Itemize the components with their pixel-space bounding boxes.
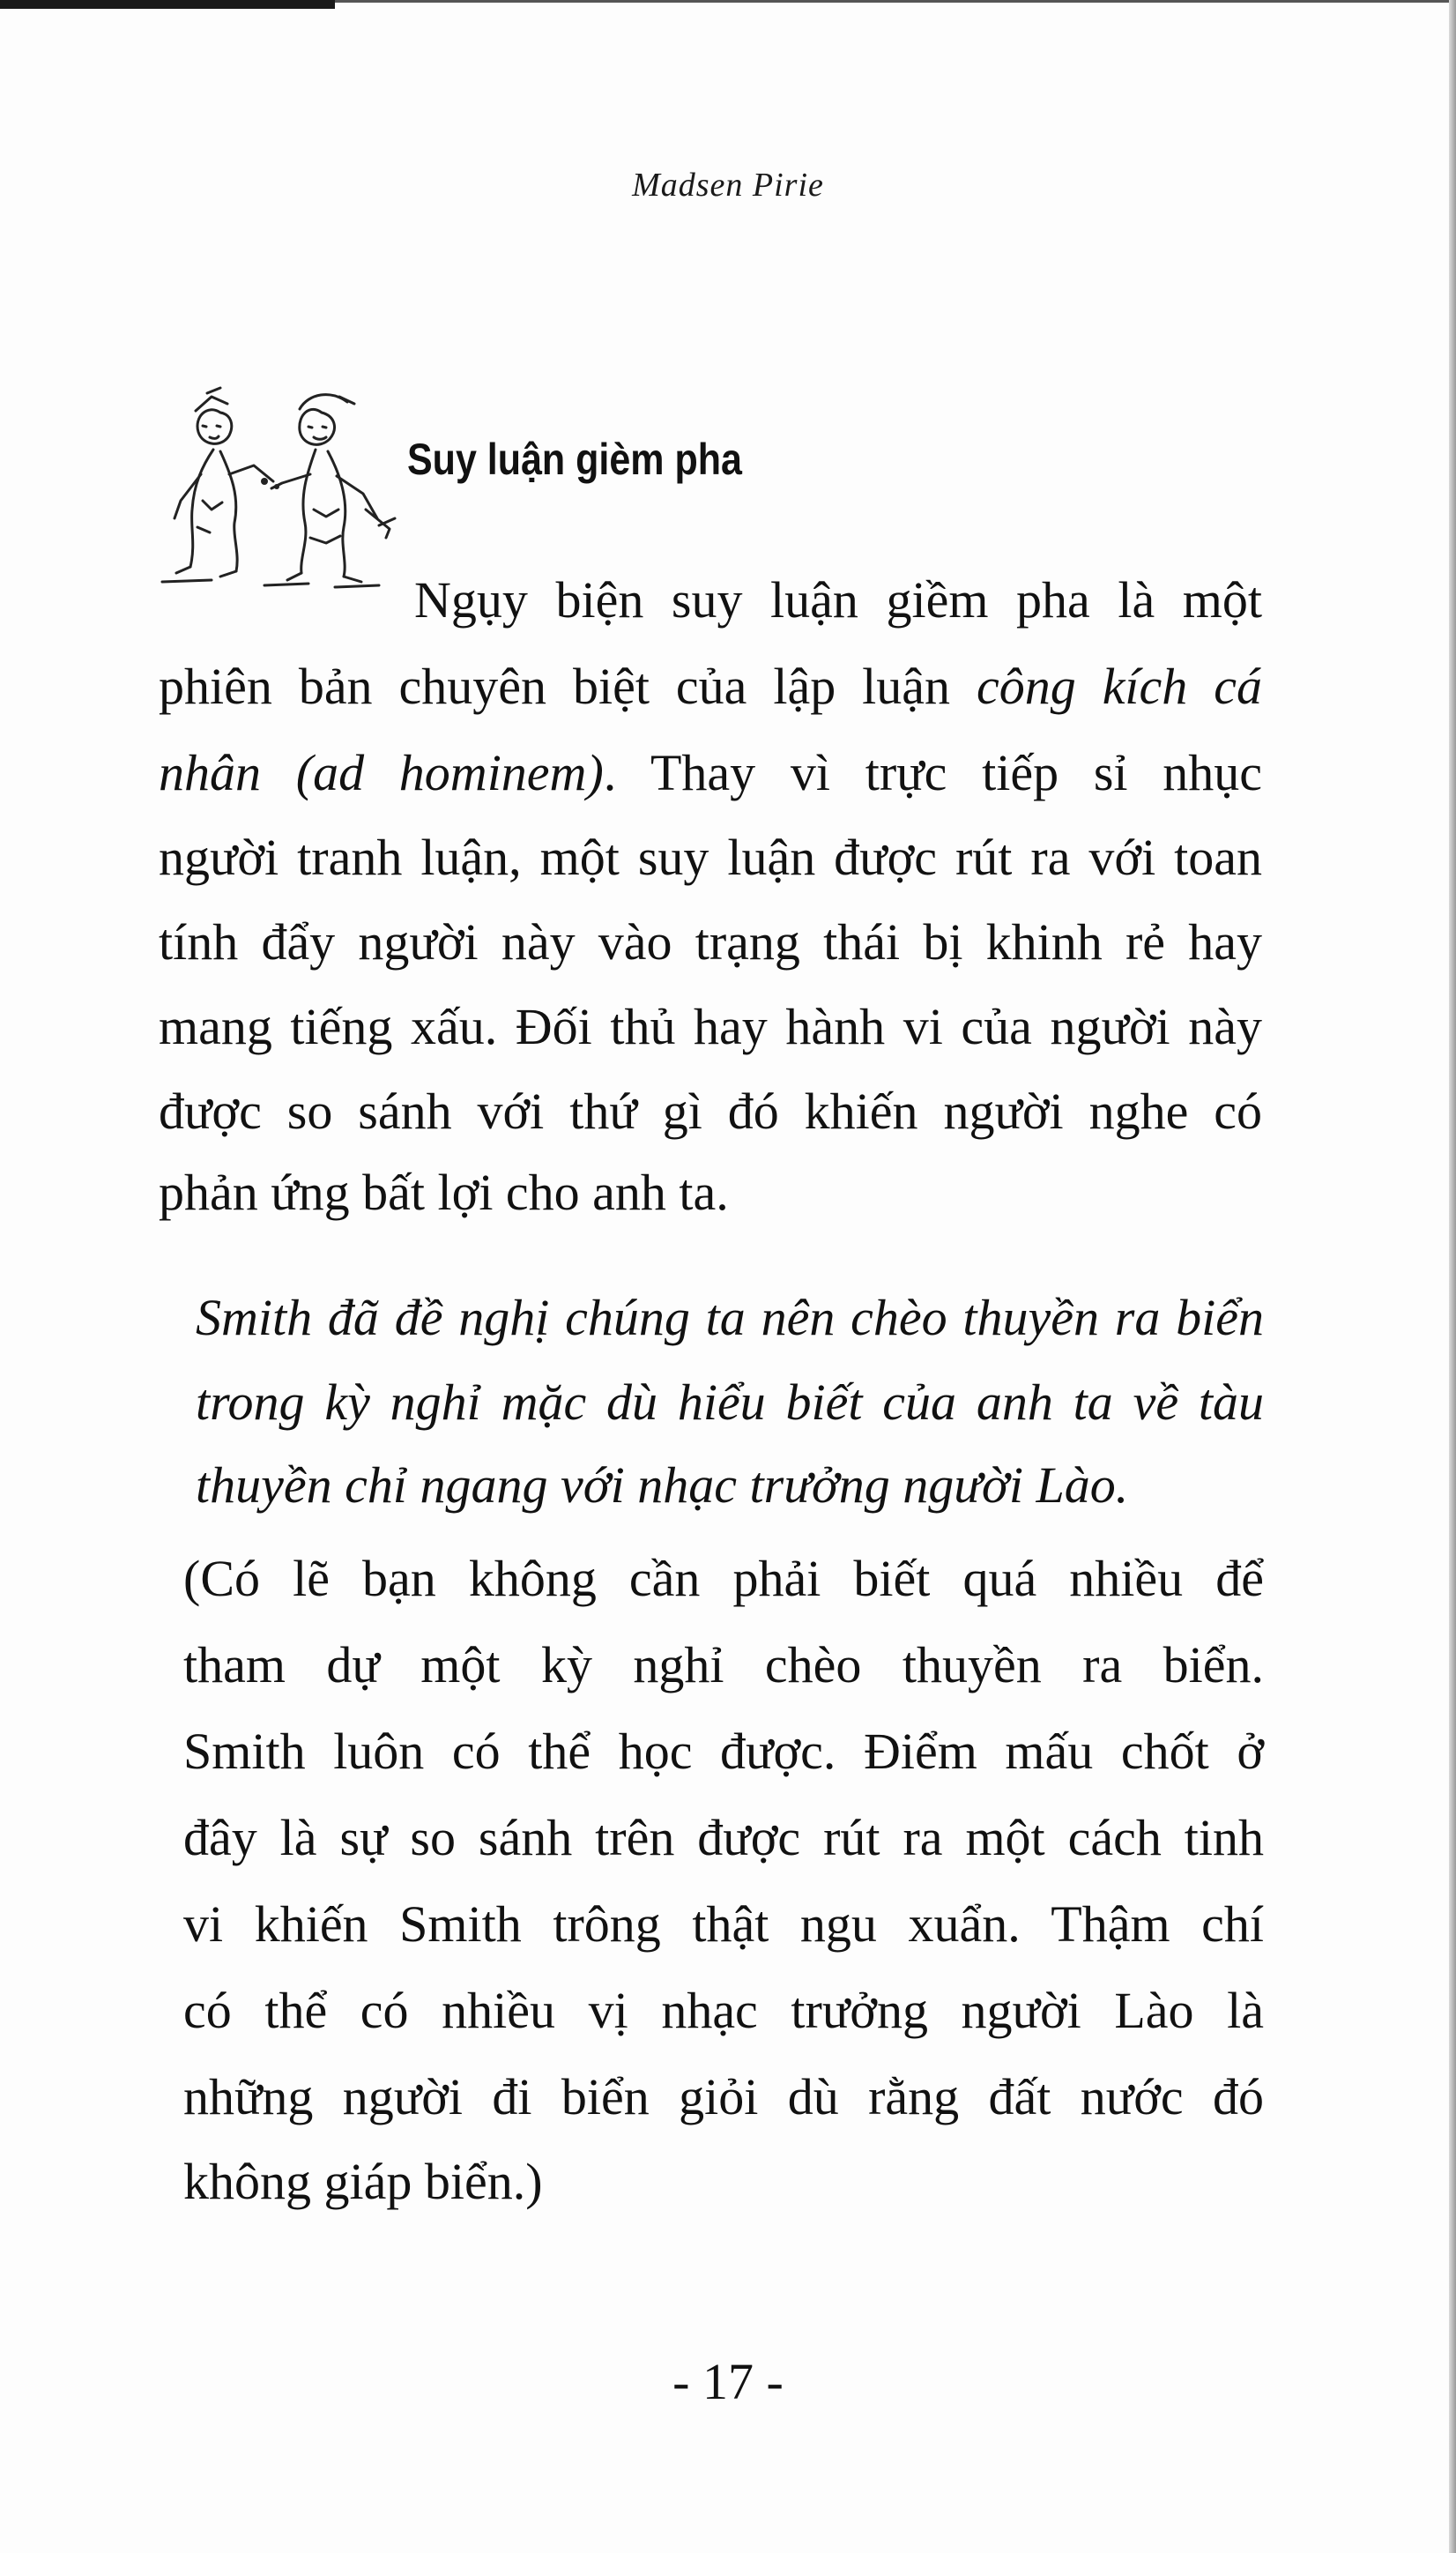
sketch-figures-illustration [159,377,405,598]
section-title: Suy luận gièm pha [407,435,742,484]
paragraph-2-line: (Có lẽ bạn không cần phải biết quá nhiều để [183,1550,1264,1607]
paragraph-2-line: đây là sự so sánh trên được rút ra một cách tinh [183,1809,1264,1866]
page-number: - 17 - [672,2353,784,2410]
paragraph-2-line: tham dự một kỳ nghỉ chèo thuyền ra biển. [183,1636,1264,1693]
example-line: trong kỳ nghỉ mặc dù hiểu biết của anh ta về tàu [196,1373,1264,1431]
paragraph-1-line: Ngụy biện suy luận giềm pha là một [414,571,1262,629]
paragraph-1-line: được so sánh với thứ gì đó khiến người nghe có [159,1083,1262,1140]
paragraph-1-line: người tranh luận, một suy luận được rút ra với toan [159,829,1262,886]
page-edge-shadow [1449,0,1456,2553]
example-line: Smith đã đề nghị chúng ta nên chèo thuyền ra biển [196,1289,1264,1346]
paragraph-2-line: Smith luôn có thể học được. Điểm mấu chốt ở [183,1723,1264,1780]
paragraph-1-line: tính đẩy người này vào trạng thái bị khinh rẻ hay [159,913,1262,971]
running-header-author: Madsen Pirie [632,167,824,204]
paragraph-2-line: không giáp biển.) [183,2153,543,2210]
top-rule-thin [335,0,1456,3]
paragraph-1-line: mang tiếng xấu. Đối thủ hay hành vi của người này [159,998,1262,1055]
paragraph-1-line: phản ứng bất lợi cho anh ta. [159,1164,729,1221]
paragraph-2-line: những người đi biển giỏi dù rằng đất nước đó [183,2068,1264,2125]
top-rule [0,0,335,9]
paragraph-2-line: có thể có nhiều vị nhạc trưởng người Lào là [183,1982,1264,2039]
paragraph-1-line: nhân (ad hominem). Thay vì trực tiếp sỉ nhục [159,744,1262,801]
example-line: thuyền chỉ ngang với nhạc trưởng người Lào. [196,1456,1129,1514]
paragraph-1-line: phiên bản chuyên biệt của lập luận công kích cá [159,658,1262,715]
paragraph-2-line: vi khiến Smith trông thật ngu xuẩn. Thậm chí [183,1895,1264,1953]
